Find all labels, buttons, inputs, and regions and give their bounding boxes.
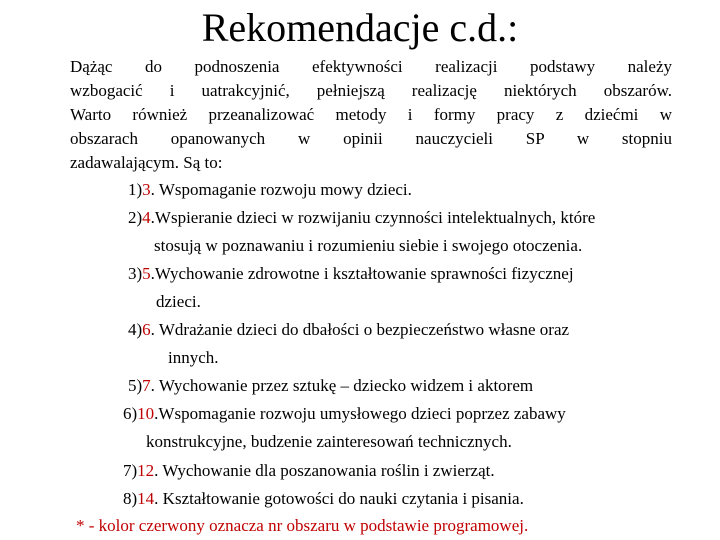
item-prefix: 8) xyxy=(123,489,138,508)
item-prefix: 5) xyxy=(128,376,143,395)
item-text: . Wspomaganie rozwoju mowy dzieci. xyxy=(150,180,412,199)
item-text: . Kształtowanie gotowości do nauki czytania i pisania. xyxy=(154,489,524,508)
item-text: .Wspomaganie rozwoju umysłowego dzieci poprzez zabawy xyxy=(154,404,566,423)
item-continuation: innych. xyxy=(168,348,219,367)
item-prefix: 6) xyxy=(123,404,138,423)
list-item xyxy=(123,403,566,425)
item-continuation: dzieci. xyxy=(156,292,201,311)
area-number: 4 xyxy=(142,208,151,227)
footnote: * - kolor czerwony oznacza nr obszaru w podstawie programowej. xyxy=(76,516,529,535)
item-text: . Wychowanie dla poszanowania roślin i zwierząt. xyxy=(154,461,495,480)
item-continuation: stosują w poznawaniu i rozumieniu siebie i swojego otoczenia. xyxy=(154,236,583,255)
list-item xyxy=(123,488,524,510)
item-prefix: 2) xyxy=(128,208,143,227)
item-prefix: 4) xyxy=(128,320,143,339)
item-text: . Wdrażanie dzieci do dbałości o bezpieczeństwo własne oraz xyxy=(150,320,570,339)
area-number: 14 xyxy=(137,489,155,508)
item-prefix: 7) xyxy=(123,461,138,480)
item-continuation: konstrukcyjne, budzenie zainteresowań technicznych. xyxy=(146,432,512,451)
list-item xyxy=(128,375,533,397)
item-prefix: 1) xyxy=(128,180,143,199)
intro-line: wzbogacić i uatrakcyjnić, pełniejszą realizację niektórych obszarów. xyxy=(70,81,672,100)
intro-line: Dążąc do podnoszenia efektywności realizacji podstawy należy xyxy=(70,57,672,76)
item-text: .Wspieranie dzieci w rozwijaniu czynności intelektualnych, które xyxy=(150,208,596,227)
intro-line: zadawalającym. Są to: xyxy=(70,153,223,172)
item-prefix: 3) xyxy=(128,264,143,283)
list-item xyxy=(128,263,574,285)
area-number: 3 xyxy=(142,180,151,199)
list-item xyxy=(128,319,569,341)
list-item xyxy=(128,207,595,229)
item-text: . Wychowanie przez sztukę – dziecko widzem i aktorem xyxy=(150,376,534,395)
slide-title: Rekomendacje c.d.: xyxy=(201,5,519,50)
list-item xyxy=(128,179,412,201)
area-number: 7 xyxy=(142,376,151,395)
area-number: 10 xyxy=(137,404,155,423)
list-item xyxy=(123,460,495,482)
item-text: .Wychowanie zdrowotne i kształtowanie sprawności fizycznej xyxy=(150,264,574,283)
area-number: 12 xyxy=(137,461,155,480)
area-number: 6 xyxy=(142,320,151,339)
intro-line: Warto również przeanalizować metody i formy pracy z dziećmi w xyxy=(70,105,672,124)
intro-line: obszarach opanowanych w opinii nauczycieli SP w stopniu xyxy=(70,129,672,148)
area-number: 5 xyxy=(142,264,151,283)
